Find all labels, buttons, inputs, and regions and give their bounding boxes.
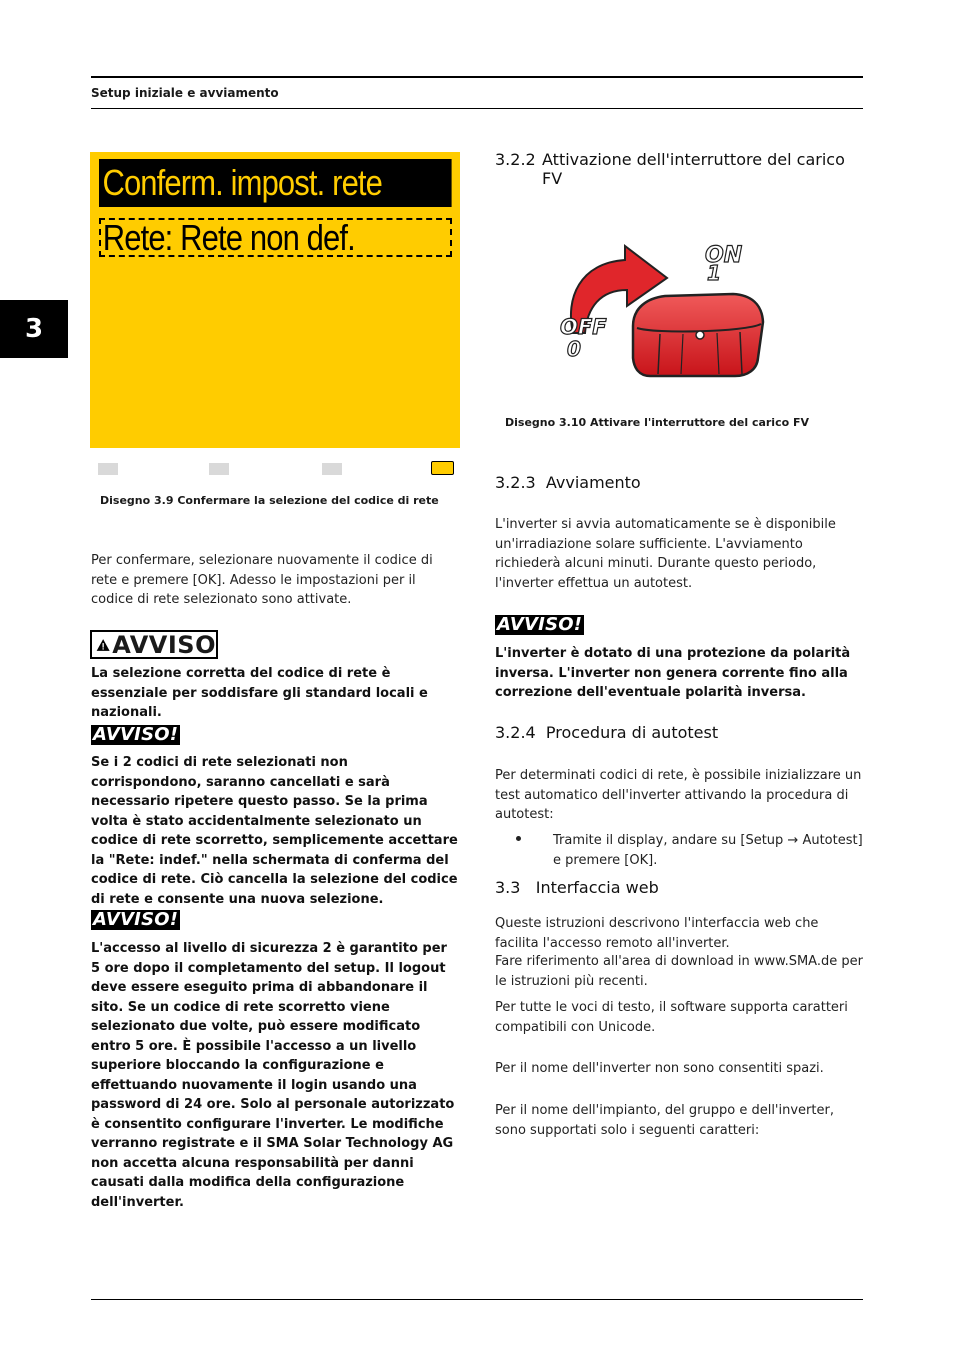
section-3-2-3-number: 3.2.3: [495, 473, 536, 492]
chapter-tab: 3: [0, 300, 68, 358]
pv-load-switch-illustration: [555, 238, 770, 383]
section-3-3-paragraph-1a: Queste istruzioni descrivono l'interfaccia web che facilita l'accesso remoto all'inverter.: [495, 916, 819, 951]
list-bullet: [516, 836, 521, 841]
section-3-3-paragraph-2: Per tutte le voci di testo, il software supporta caratteri compatibili con Unicode.: [495, 1000, 848, 1035]
notice-2-text: L'accesso al livello di sicurezza 2 è garantito per 5 ore dopo il completamento del setup. Il logout deve essere eseguito prima di abbandonare il sito. Se un codice di rete scorretto viene selezionato due volte, può essere modificato entro 5 ore. È possibile l'accesso a un livello superiore bloccando la configurazione e effettuando nuovamente il login usando una password di 24 ore. Solo al personale autorizzato è consentito configurare l'inverter. Le modifiche verranno registrate e il SMA Solar Technology AG non accetta alcuna responsabilità per danni causati dalla modifica della configurazione dell'inverter.: [91, 941, 455, 1210]
notice-3-badge: [495, 615, 584, 635]
section-3-2-3-text: L'inverter si avvia automaticamente se è disponibile un'irradiazione solare sufficiente. L'avviamento richiederà alcuni minuti. Durante questo periodo, l'inverter effettua un autotest.: [495, 517, 836, 591]
section-3-3-paragraph-3: Per il nome dell'inverter non sono consentiti spazi.: [495, 1061, 824, 1076]
warning-box: [90, 630, 218, 659]
lcd-softkey-3: [322, 463, 342, 475]
section-3-2-4-text: Per determinati codici di rete, è possibile inizializzare un test automatico dell'inverter attivando la procedura di autotest:: [495, 768, 862, 822]
section-3-2-2-title: Attivazione dell'interruttore del carico FV: [542, 150, 845, 188]
footer-rule: [91, 1299, 863, 1300]
lcd-line2-text: Rete: Rete non def.: [102, 218, 355, 257]
warning-triangle-icon: [96, 635, 110, 655]
switch-label-on: ON: [705, 243, 743, 268]
lcd-softkey-active: [431, 461, 454, 475]
running-header: Setup iniziale e avviamento: [91, 86, 279, 100]
notice-1-label: AVVISO!: [93, 724, 179, 745]
notice-1-text: Se i 2 codici di rete selezionati non corrispondono, saranno cancellati e sarà necessario ripetere questo passo. Se la prima volta è stato accidentalmente selezionato un codice di rete scorretto, semplicemente accettare la "Rete: indef." nella schermata di conferma del codice di rete. Ciò cancella la selezione del codice di rete e consente una nuova selezione.: [91, 755, 458, 907]
lcd-line1-text: Conferm. impost. rete: [102, 162, 383, 203]
switch-label-zero: 0: [567, 337, 581, 361]
notice-2-badge: [91, 910, 180, 930]
section-3-2-2-heading: [495, 150, 865, 188]
warning-text: La selezione corretta del codice di rete è essenziale per soddisfare gli standard locali e nazionali.: [91, 666, 428, 720]
section-3-2-3-title: Avviamento: [545, 473, 641, 492]
section-3-3-heading: [495, 878, 659, 897]
section-3-3-title: Interfaccia web: [535, 878, 659, 897]
switch-label-off: OFF: [560, 315, 607, 339]
section-3-2-4-title: Procedura di autotest: [545, 723, 719, 742]
notice-2-label: AVVISO!: [93, 909, 179, 930]
lcd-softkey-2: [209, 463, 229, 475]
section-3-3-number: 3.3: [495, 878, 521, 897]
lcd-softkey-1: [98, 463, 118, 475]
warning-label: AVVISO: [112, 630, 216, 659]
notice-1-badge: [91, 725, 180, 745]
section-3-2-2-number: 3.2.2: [495, 150, 536, 169]
section-3-3-paragraph-1b: Fare riferimento all'area di download in www.SMA.de per le istruzioni più recenti.: [495, 954, 863, 989]
section-3-3-paragraph-4: Per il nome dell'impianto, del gruppo e dell'inverter, sono supportati solo i seguenti caratteri:: [495, 1103, 834, 1138]
section-3-2-4-bullet-text: Tramite il display, andare su [Setup → Autotest] e premere [OK].: [553, 833, 863, 868]
notice-3-label: AVVISO!: [497, 614, 583, 635]
notice-3-text: L'inverter è dotato di una protezione da polarità inversa. L'inverter non genera corrente fino alla correzione dell'eventuale polarità inversa.: [495, 646, 851, 700]
switch-label-one: 1: [707, 261, 721, 285]
lcd-line-selected: [99, 159, 452, 207]
figure-3-10-caption: Disegno 3.10 Attivare l'interruttore del carico FV: [505, 416, 810, 429]
figure-3-9-caption: Disegno 3.9 Confermare la selezione del codice di rete: [100, 494, 439, 507]
header-bottom-rule: [91, 108, 863, 109]
intro-paragraph: Per confermare, selezionare nuovamente il codice di rete e premere [OK]. Adesso le impostazioni per il codice di rete selezionato sono attivate.: [91, 553, 433, 607]
header-top-rule: [91, 76, 863, 78]
lcd-display: [90, 152, 460, 448]
section-3-2-3-heading: [495, 473, 641, 492]
section-3-2-4-number: 3.2.4: [495, 723, 536, 742]
section-3-2-4-heading: [495, 723, 718, 742]
lcd-line-focused: [99, 218, 452, 257]
